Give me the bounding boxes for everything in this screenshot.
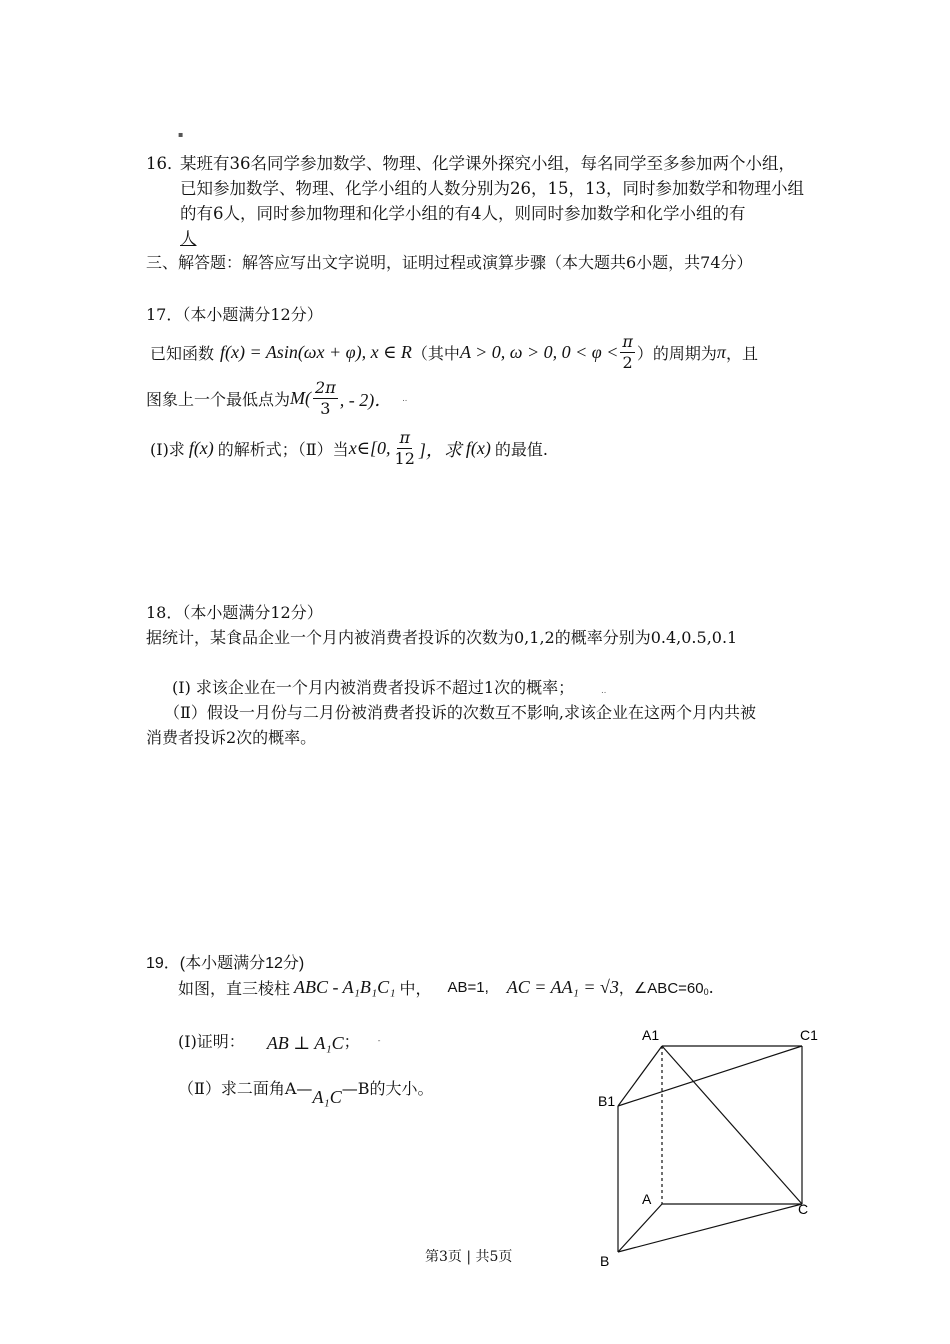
q19-header: 19．(本小题满分12分) bbox=[146, 955, 305, 972]
q19-part1-label: (I)证明： bbox=[178, 1032, 245, 1051]
q17-point-text: 图象上一个最低点为 bbox=[146, 390, 291, 409]
q19-part1: (I)证明： AB ⊥ A₁C ； - bbox=[178, 1027, 380, 1054]
q17-pi-num: π bbox=[622, 332, 633, 351]
q17-part2-text: 的最值. bbox=[494, 440, 548, 459]
q18-part2-line2: 消费者投诉2次的概率。 bbox=[146, 728, 317, 747]
q17-part2-close: ]，求 bbox=[418, 439, 462, 460]
q16-line2: 已知参加数学、物理、化学小组的人数分别为26，15，13，同时参加数学和物理小组 bbox=[180, 179, 804, 198]
page-footer: 第3页 | 共5页 bbox=[425, 1249, 513, 1265]
q16-number: 16． bbox=[146, 154, 184, 173]
q17-point-m: M bbox=[290, 388, 306, 408]
q17-pi-over-2 bbox=[620, 332, 635, 373]
q19-part2-prefix: （Ⅱ）求二面角A— bbox=[178, 1079, 313, 1098]
q18-part1: (I) 求该企业在一个月内被消费者投诉不超过1次的概率； .. bbox=[172, 678, 607, 697]
q17-condition-expr: A > 0, ω > 0, 0 < φ < bbox=[459, 342, 619, 362]
label-b1: B1 bbox=[598, 1093, 616, 1109]
q18-intro: 据统计，某食品企业一个月内被消费者投诉的次数为0,1,2的概率分别为0.4,0.5,0.1 bbox=[146, 628, 738, 647]
q17-line1 bbox=[150, 332, 758, 373]
edge-a-b bbox=[618, 1204, 662, 1252]
q17-header: 17．（本小题满分12分） bbox=[146, 305, 323, 324]
q19-ab: AB=1, bbox=[447, 979, 489, 996]
edge-b-c bbox=[618, 1204, 802, 1252]
q17-part2-x: x∈[0, bbox=[348, 438, 391, 458]
q18-part1-text: (I) 求该企业在一个月内被消费者投诉不超过1次的概率； bbox=[172, 678, 575, 697]
q17-and: ，且 bbox=[725, 344, 758, 363]
q17-point-rest: , - 2)． bbox=[339, 389, 393, 410]
q17-part1-label: (I)求 bbox=[150, 440, 185, 459]
q17-part2-fx: f(x) bbox=[465, 438, 491, 458]
label-a1: A1 bbox=[642, 1027, 660, 1043]
q17-line3 bbox=[150, 428, 548, 469]
q17-part2-num: π bbox=[399, 428, 410, 447]
q19-prism: ABC - A₁B₁C₁ bbox=[294, 977, 396, 997]
q19-period: . bbox=[708, 978, 714, 997]
q16-line4: 人 bbox=[180, 229, 197, 248]
label-c: C bbox=[798, 1201, 809, 1217]
q16-line3: 的有6人，同时参加物理和化学小组的有4人，则同时参加数学和化学小组的有 bbox=[180, 204, 746, 223]
q17-line2: 图象上一个最低点为 M ( $\frac{2\pi}{3}$ , - 2)． .. bbox=[146, 378, 408, 418]
q17-two-den: 2 bbox=[622, 353, 633, 372]
q17-condition-prefix: （其中 bbox=[411, 344, 460, 363]
q17-point-frac bbox=[313, 378, 338, 419]
q19-line1 bbox=[178, 976, 714, 999]
q19-part2 bbox=[178, 1076, 434, 1107]
edge-a1-b1 bbox=[618, 1046, 662, 1106]
q17-part1-text: 的解析式；（Ⅱ）当 bbox=[217, 440, 349, 459]
q17-condition-suffix: ）的周期为 bbox=[636, 344, 717, 363]
section3-heading: 三、解答题：解答应写出文字说明，证明过程或演算步骤（本大题共6小题，共74分） bbox=[146, 253, 753, 272]
stray-mark: ▪ bbox=[178, 130, 184, 139]
edge-b1-c1 bbox=[618, 1046, 802, 1106]
q18-part2-line1: （Ⅱ）假设一月份与二月份被消费者投诉的次数互不影响,求该企业在这两个月内共被 bbox=[164, 703, 756, 722]
q17-part1-fx: f(x) bbox=[188, 438, 214, 458]
q17-point-num: 2π bbox=[315, 378, 336, 397]
q17-part2-frac bbox=[393, 428, 417, 469]
q19-intro-prefix: 如图，直三棱柱 bbox=[178, 979, 291, 998]
q19-intro-mid: 中， bbox=[399, 979, 432, 998]
q17-pi-symbol: π bbox=[716, 342, 726, 362]
q19-angle-deg: 0 bbox=[703, 986, 709, 997]
q19-part1-end: ； bbox=[343, 1032, 360, 1051]
q17-part2-den: 12 bbox=[394, 449, 415, 468]
q19-angle: ，∠ABC=60 bbox=[618, 980, 704, 997]
label-c1: C1 bbox=[800, 1027, 818, 1043]
q19-part1-expr: AB ⊥ A₁C bbox=[266, 1033, 344, 1053]
q17-intro-prefix: 已知函数 bbox=[150, 344, 215, 363]
label-b: B bbox=[600, 1253, 610, 1269]
edge-a1-c bbox=[662, 1046, 802, 1204]
q17-point-den: 3 bbox=[320, 399, 331, 418]
label-a: A bbox=[642, 1191, 652, 1207]
q19-part2-suffix: —B的大小。 bbox=[341, 1079, 434, 1098]
q19-part2-expr: A₁C bbox=[312, 1087, 342, 1107]
q19-ac-expr: AC = AA₁ = √3 bbox=[506, 977, 619, 997]
q16-line1: 某班有36名同学参加数学、物理、化学课外探究小组，每名同学至多参加两个小组， bbox=[180, 154, 795, 173]
q18-header: 18．（本小题满分12分） bbox=[146, 603, 323, 622]
prism-figure bbox=[590, 1020, 830, 1270]
q17-function-expr: f(x) = Asin(ωx + φ), x ∈ R bbox=[220, 342, 412, 362]
